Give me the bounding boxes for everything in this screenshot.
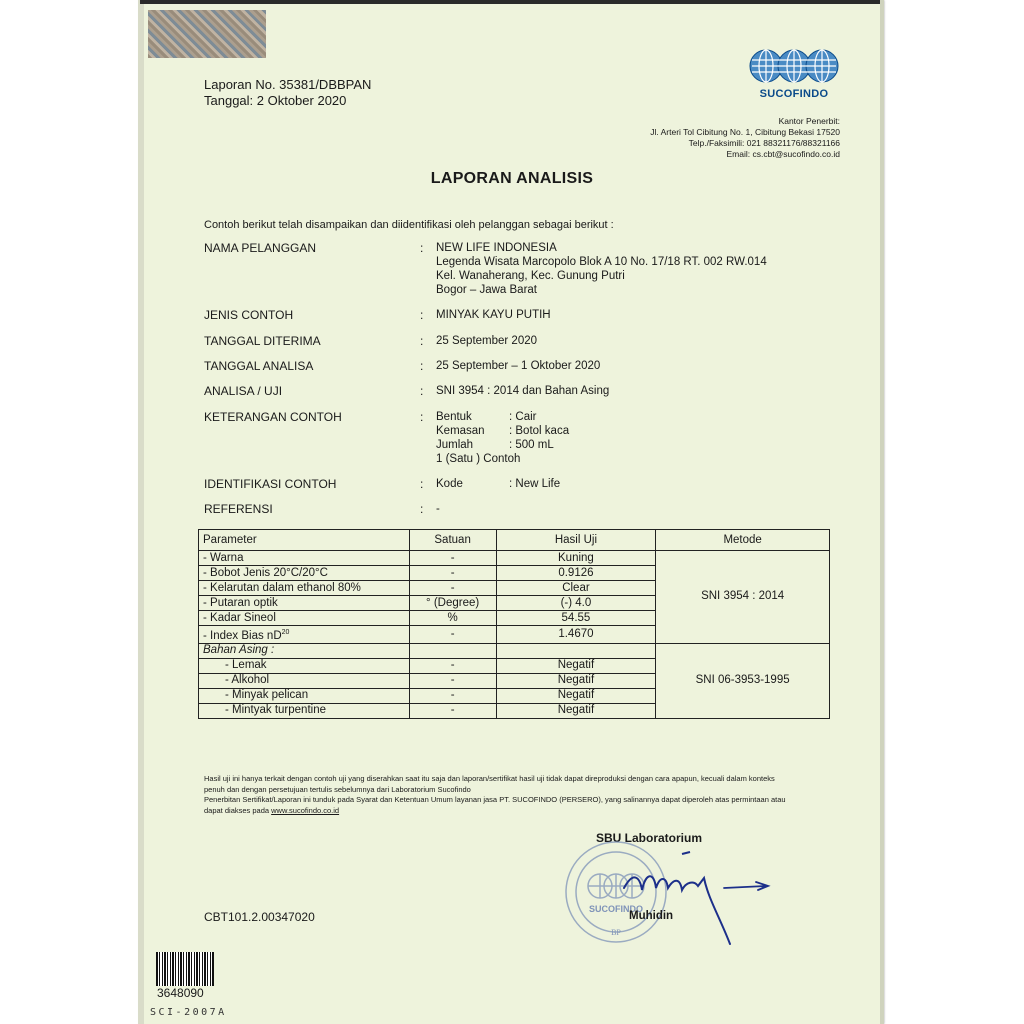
- jumlah-value: : 500 mL: [509, 439, 554, 451]
- satuan-cell: -: [409, 581, 496, 596]
- method-cell: SNI 06-3953-1995: [656, 643, 830, 718]
- customer-address-2: Kel. Wanaherang, Kec. Gunung Putri: [436, 270, 625, 282]
- table-header-row: [199, 530, 830, 551]
- satuan-cell: %: [409, 611, 496, 626]
- results-table: [198, 529, 830, 719]
- header-hasil-uji: Hasil Uji: [496, 530, 656, 551]
- empty-cell: [496, 643, 656, 658]
- satuan-cell: -: [409, 658, 496, 673]
- parameter-cell: - Mintyak turpentine: [199, 703, 410, 718]
- office-email: Email: cs.cbt@sucofindo.co.id: [726, 149, 840, 159]
- value-jenis-contoh: MINYAK KAYU PUTIH: [436, 309, 551, 321]
- hasil-cell: Negatif: [496, 688, 656, 703]
- satuan-cell: -: [409, 688, 496, 703]
- kode-value: : New Life: [509, 478, 561, 490]
- hasil-cell: Clear: [496, 581, 656, 596]
- stamp-text: SUCOFINDO: [589, 904, 643, 914]
- footnote-prefix: dapat diakses pada: [204, 805, 272, 815]
- sucofindo-logo-icon: [748, 44, 840, 88]
- office-phone: Telp./Faksimili: 021 88321176/88321166: [688, 138, 840, 148]
- bentuk-value: : Cair: [509, 411, 537, 423]
- website-link[interactable]: www.sucofindo.co.id: [271, 805, 340, 815]
- label-keterangan-contoh: KETERANGAN CONTOH: [204, 410, 342, 424]
- header-satuan: Satuan: [409, 530, 496, 551]
- document-code: CBT101.2.00347020: [204, 910, 315, 924]
- colon: :: [420, 308, 424, 322]
- parameter-cell: - Kadar Sineol: [199, 611, 410, 626]
- colon: :: [420, 410, 424, 424]
- footnote-line: Hasil uji ini hanya terkait dengan contoh uji yang diserahkan saat itu saja dan laporan/sertifikat hasil uji tidak dapat direproduksi dengan cara apapun, kecuali dalam konteks: [204, 774, 775, 783]
- bahan-asing-label: Bahan Asing :: [199, 643, 410, 658]
- footnote-line: penuh dan dengan persetujuan tertulis sebelumnya dari Laboratorium Sucofindo: [204, 784, 471, 794]
- colon: :: [420, 334, 424, 348]
- parameter-cell: [199, 626, 410, 644]
- hasil-cell: Negatif: [496, 673, 656, 688]
- header-parameter: Parameter: [199, 530, 410, 551]
- parameter-cell: - Warna: [199, 551, 410, 566]
- handwritten-signature-icon: [620, 848, 780, 948]
- signer-name: Muhidin: [629, 910, 674, 922]
- hologram-seal: [148, 10, 266, 58]
- index-bias-superscript: 20: [281, 629, 290, 636]
- header-metode: Metode: [656, 530, 830, 551]
- kode-label: Kode: [436, 478, 463, 490]
- value-referensi: -: [436, 503, 440, 515]
- satuan-cell: -: [409, 626, 496, 644]
- issuing-office: [650, 116, 840, 160]
- colon: :: [420, 477, 424, 491]
- table-row: [199, 643, 830, 658]
- footnote-line: Penerbitan Sertifikat/Laporan ini tunduk pada Syarat dan Ketentuan Umum layanan jasa PT. SUCOFINDO (PERSERO), yang salinannya dapat diperoleh atas permintaan atau: [204, 795, 786, 804]
- kemasan-label: Kemasan: [436, 425, 485, 437]
- footnote: [204, 774, 834, 816]
- value-analisa-uji: SNI 3954 : 2014 dan Bahan Asing: [436, 385, 610, 397]
- value-tanggal-diterima: 25 September 2020: [436, 335, 538, 347]
- parameter-cell: - Bobot Jenis 20°C/20°C: [199, 566, 410, 581]
- colon: :: [420, 359, 424, 373]
- paper-edge-left: [138, 0, 144, 1024]
- satuan-cell: ° (Degree): [409, 596, 496, 611]
- sample-count: 1 (Satu ) Contoh: [436, 453, 521, 465]
- customer-address-3: Bogor – Jawa Barat: [436, 284, 538, 296]
- office-heading: Kantor Penerbit:: [778, 116, 840, 126]
- hasil-cell: Negatif: [496, 703, 656, 718]
- customer-name: NEW LIFE INDONESIA: [436, 242, 557, 254]
- report-date: Tanggal: 2 Oktober 2020: [204, 93, 347, 108]
- label-referensi: REFERENSI: [204, 502, 273, 516]
- form-code: SCI-2007A: [150, 1007, 227, 1018]
- parameter-cell: - Alkohol: [199, 673, 410, 688]
- parameter-cell: - Minyak pelican: [199, 688, 410, 703]
- table-row: [199, 551, 830, 566]
- parameter-cell: - Lemak: [199, 658, 410, 673]
- hasil-cell: 1.4670: [496, 626, 656, 644]
- report-title: LAPORAN ANALISIS: [430, 170, 594, 187]
- hasil-cell: Kuning: [496, 551, 656, 566]
- parameter-cell: - Putaran optik: [199, 596, 410, 611]
- colon: :: [420, 384, 424, 398]
- paper-edge-top: [140, 0, 884, 4]
- value-tanggal-analisa: 25 September – 1 Oktober 2020: [436, 360, 601, 372]
- label-analisa-uji: ANALISA / UJI: [204, 384, 283, 398]
- customer-info: [436, 241, 767, 297]
- index-bias-label: - Index Bias nD: [203, 629, 282, 642]
- hasil-cell: (-) 4.0: [496, 596, 656, 611]
- colon: :: [420, 502, 424, 516]
- method-cell: SNI 3954 : 2014: [656, 551, 830, 644]
- footnote-line: [204, 806, 834, 817]
- paper-edge-right: [880, 0, 884, 1024]
- customer-address-1: Legenda Wisata Marcopolo Blok A 10 No. 17/18 RT. 002 RW.014: [436, 256, 767, 268]
- label-tanggal-analisa: TANGGAL ANALISA: [204, 359, 314, 373]
- signing-unit: SBU Laboratorium: [596, 831, 703, 845]
- label-jenis-contoh: JENIS CONTOH: [204, 308, 294, 322]
- kemasan-value: : Botol kaca: [509, 425, 570, 437]
- stamp-bottom-text: BP: [611, 928, 621, 937]
- report-number: Laporan No. 35381/DBBPAN: [204, 77, 372, 92]
- logo-wordmark: SUCOFINDO: [759, 88, 829, 100]
- office-address: Jl. Arteri Tol Cibitung No. 1, Cibitung Bekasi 17520: [650, 127, 840, 137]
- satuan-cell: -: [409, 551, 496, 566]
- hasil-cell: 54.55: [496, 611, 656, 626]
- hasil-cell: Negatif: [496, 658, 656, 673]
- parameter-cell: - Kelarutan dalam ethanol 80%: [199, 581, 410, 596]
- intro-text: Contoh berikut telah disampaikan dan diidentifikasi oleh pelanggan sebagai berikut :: [204, 219, 614, 231]
- label-tanggal-diterima: TANGGAL DITERIMA: [204, 334, 321, 348]
- bentuk-label: Bentuk: [436, 411, 472, 423]
- empty-cell: [409, 643, 496, 658]
- hasil-cell: 0.9126: [496, 566, 656, 581]
- label-nama-pelanggan: NAMA PELANGGAN: [204, 241, 317, 255]
- label-identifikasi-contoh: IDENTIFIKASI CONTOH: [204, 477, 337, 491]
- satuan-cell: -: [409, 703, 496, 718]
- jumlah-label: Jumlah: [436, 439, 474, 451]
- barcode-number: 3648090: [157, 986, 204, 1000]
- barcode-icon: [156, 952, 214, 986]
- satuan-cell: -: [409, 673, 496, 688]
- colon: :: [420, 241, 424, 255]
- satuan-cell: -: [409, 566, 496, 581]
